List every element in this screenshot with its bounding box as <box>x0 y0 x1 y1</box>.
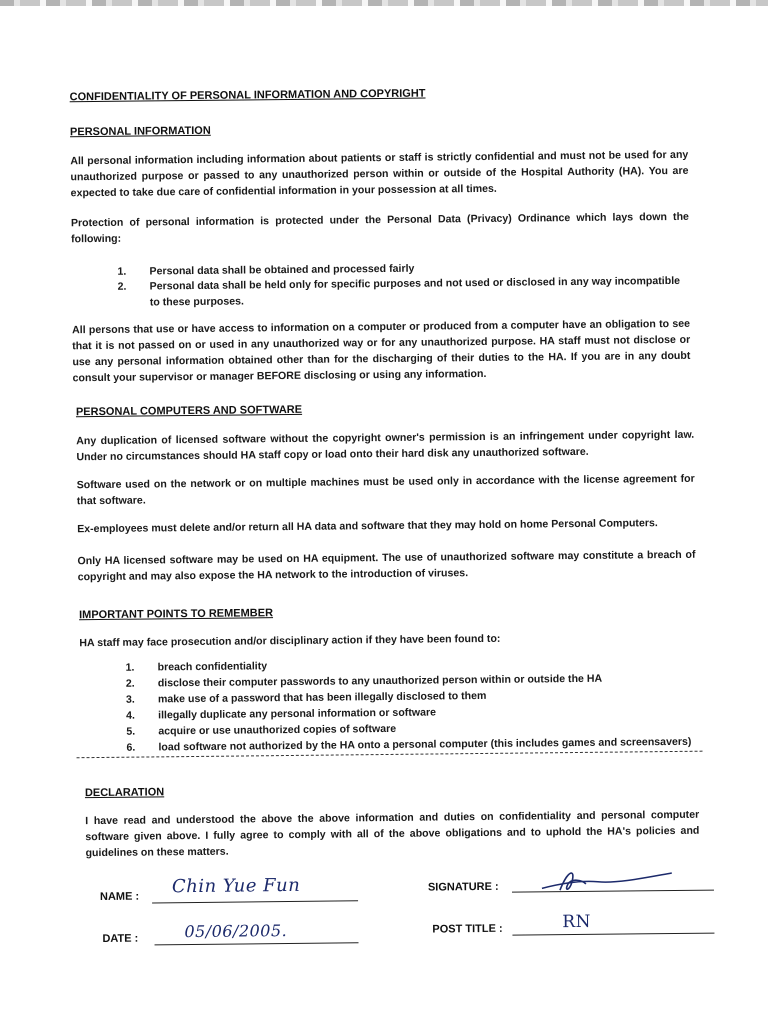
date-line <box>155 942 359 945</box>
name-label: NAME : <box>99 890 140 903</box>
declaration-heading: DECLARATION <box>84 786 165 800</box>
list-item-text: make use of a password that has been illegally disclosed to them <box>157 689 487 706</box>
personal-info-heading: PERSONAL INFORMATION <box>69 124 211 139</box>
date-value[interactable]: 05/06/2005. <box>184 921 288 942</box>
list-item-number: 4. <box>126 709 136 722</box>
list-item-number: 1. <box>117 265 127 278</box>
personal-info-paragraph-1: All personal information including information about patients or staff is strictly confidential and must not be used for any unauthorized purpose or passed to any unauthorized person within or outside of the Hospital Authority (HA). You are expected to take due care of confidential information in your possession at all times. <box>70 148 689 200</box>
list-item-number: 2. <box>117 280 127 293</box>
points-intro: HA staff may face prosecution and/or disciplinary action if they have been found to: <box>79 632 501 650</box>
signature-mark[interactable] <box>538 865 678 896</box>
list-item-number: 2. <box>125 677 135 690</box>
computers-paragraph-3: Ex-employees must delete and/or return all HA data and software that they may hold on home Personal Computers. <box>77 517 658 536</box>
computers-heading: PERSONAL COMPUTERS AND SOFTWARE <box>75 403 303 419</box>
post-title-label: POST TITLE : <box>432 922 503 936</box>
personal-info-paragraph-3: All persons that use or have access to information on a computer or produced from a computer have an obligation to see that it is not passed on or used in any unauthorized way or for any unauthorized purpose. HA staff must not disclose or use any personal information obtained other than for the discharging of their duties to the HA. If you are in any doubt consult your supervisor or manager BEFORE disclosing or using any information. <box>72 317 691 385</box>
date-label: DATE : <box>102 932 139 945</box>
list-item-number: 1. <box>125 661 135 674</box>
computers-paragraph-2: Software used on the network or on multiple machines must be used only in accordance with the license agreement for that software. <box>76 472 695 508</box>
computers-paragraph-1: Any duplication of licensed software without the copyright owner's permission is an infringement under copyright law. Under no circumstances should HA staff copy or load onto their hard disk any unauthorized software. <box>76 428 695 464</box>
list-item-text: Personal data shall be held only for specific purposes and not used or disclosed in any way incompatible to these purposes. <box>149 274 681 309</box>
list-item-text: load software not authorized by the HA onto a personal computer (this includes games and screensavers) <box>158 735 692 754</box>
post-title-line <box>512 933 714 936</box>
computers-paragraph-4: Only HA licensed software may be used on HA equipment. The use of unauthorized software may constitute a breach of copyright and may also expose the HA network to the introduction of viruses. <box>77 548 696 584</box>
list-item-text: acquire or use unauthorized copies of software <box>158 722 397 738</box>
points-heading: IMPORTANT POINTS TO REMEMBER <box>79 607 274 622</box>
post-title-value[interactable]: RN <box>562 911 592 933</box>
name-line <box>152 900 358 903</box>
list-item-number: 5. <box>126 725 136 738</box>
personal-info-paragraph-2: Protection of personal information is protected under the Personal Data (Privacy) Ordinance which lays down the following: <box>70 210 689 246</box>
list-item-text: illegally duplicate any personal information or software <box>158 706 437 722</box>
list-item <box>118 273 698 311</box>
declaration-text: I have read and understood the above the above information and duties on confidentiality and personal computer software given above. I fully agree to comply with all of the above obligations and to uphold the HA's policies and guidelines on these matters. <box>85 808 700 860</box>
list-item-number: 3. <box>125 693 135 706</box>
list-item-text: breach confidentiality <box>157 660 268 674</box>
list-item-text: Personal data shall be obtained and processed fairly <box>149 262 415 278</box>
name-value[interactable]: Chin Yue Fun <box>171 874 301 898</box>
list-item-number: 6. <box>126 741 136 754</box>
signature-label: SIGNATURE : <box>427 880 499 894</box>
document-title: CONFIDENTIALITY OF PERSONAL INFORMATION AND COPYRIGHT <box>69 87 426 104</box>
list-item-text: disclose their computer passwords to any unauthorized person within or outside the HA <box>157 672 603 690</box>
